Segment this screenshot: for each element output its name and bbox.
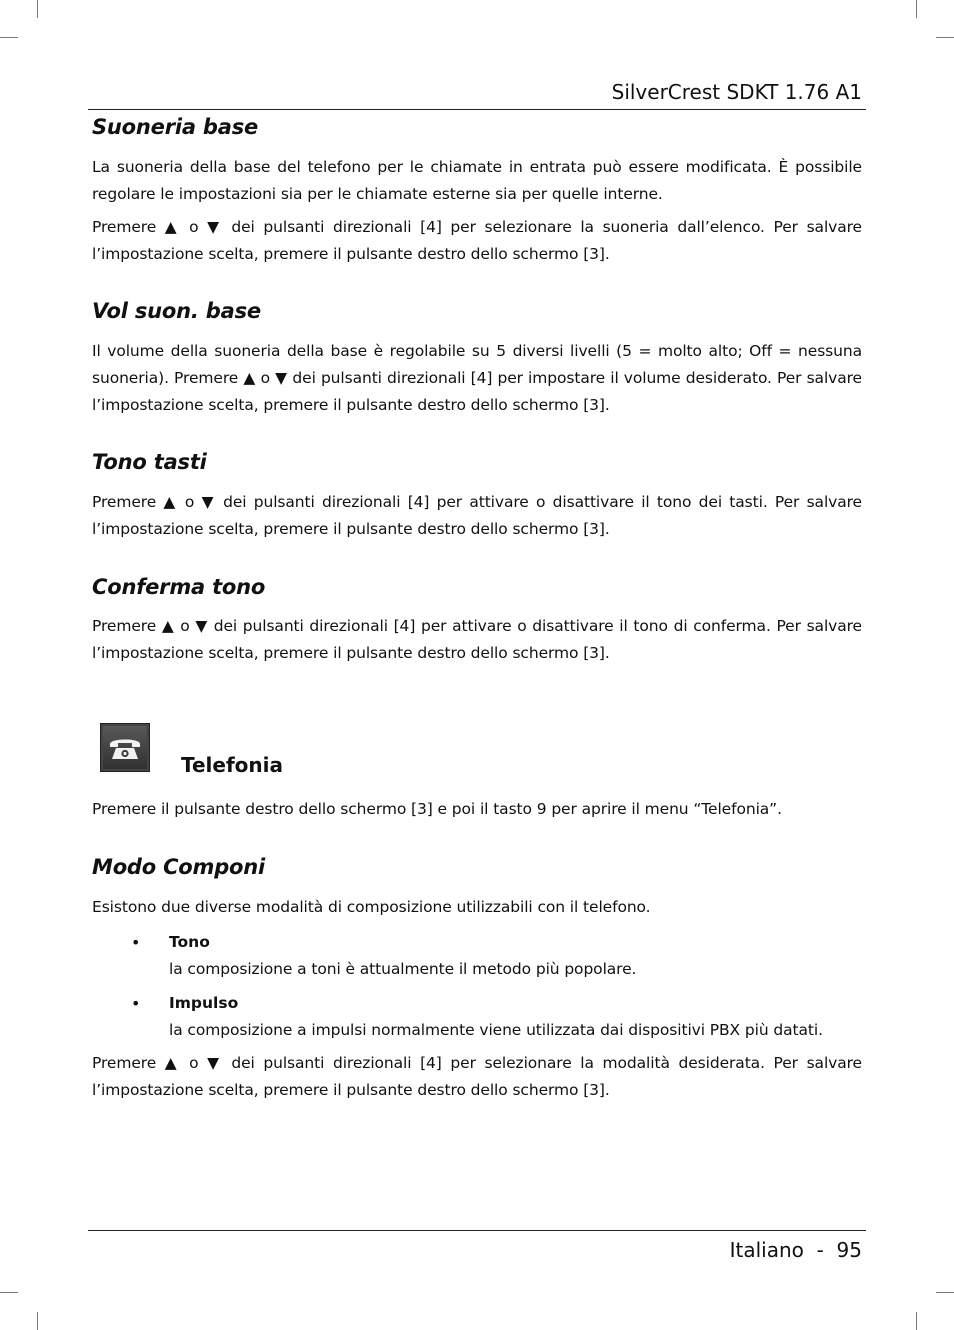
crop-mark <box>936 1292 954 1293</box>
paragraph: Esistono due diverse modalità di composizione utilizzabili con il telefono. <box>92 898 651 916</box>
header-rule <box>88 109 866 110</box>
bullet-title: Tono <box>169 933 210 951</box>
section-heading: Conferma tono <box>92 575 266 599</box>
bullet-text: la composizione a impulsi normalmente viene utilizzata dai dispositivi PBX più datati. <box>169 1021 823 1039</box>
paragraph: Premere il pulsante destro dello schermo [3] e poi il tasto 9 per aprire il menu “Telefonia”. <box>92 800 782 818</box>
bullet-title: Impulso <box>169 994 239 1012</box>
paragraph: La suoneria della base del telefono per le chiamate in entrata può essere modificata. È possibile regolare le impostazioni sia per le chiamate esterne sia per quelle interne. <box>92 158 862 203</box>
paragraph: Premere ▲ o ▼ dei pulsanti direzionali [4] per selezionare la suoneria dall’elenco. Per salvare l’impostazione scelta, premere il pulsante destro dello schermo [3]. <box>92 218 862 263</box>
footer-page-number: Italiano - 95 <box>729 1238 862 1262</box>
paragraph: Premere ▲ o ▼ dei pulsanti direzionali [4] per selezionare la modalità desiderata. Per salvare l’impostazione scelta, premere il pulsante destro dello schermo [3]. <box>92 1054 862 1099</box>
crop-mark <box>0 37 18 38</box>
section-heading: Modo Componi <box>92 855 266 879</box>
crop-mark <box>936 37 954 38</box>
paragraph: Il volume della suoneria della base è regolabile su 5 diversi livelli (5 = molto alto; Off = nessuna suoneria). Premere ▲ o ▼ dei pulsanti direzionali [4] per impostare il volume desiderato. Per salvare l’impostazione scelta, premere il pulsante destro dello schermo [3]. <box>92 342 862 414</box>
paragraph: Premere ▲ o ▼ dei pulsanti direzionali [4] per attivare o disattivare il tono di conferma. Per salvare l’impostazione scelta, premere il pulsante destro dello schermo [3]. <box>92 617 862 662</box>
crop-mark <box>37 0 38 18</box>
telefonia-title: Telefonia <box>181 753 284 777</box>
telephone-icon <box>107 735 143 761</box>
bullet-icon: • <box>131 933 141 952</box>
section-heading: Vol suon. base <box>92 299 261 323</box>
footer-rule <box>88 1230 866 1231</box>
crop-mark <box>0 1292 18 1293</box>
paragraph: Premere ▲ o ▼ dei pulsanti direzionali [4] per attivare o disattivare il tono dei tasti. Per salvare l’impostazione scelta, premere il pulsante destro dello schermo [3]. <box>92 493 862 538</box>
header-title: SilverCrest SDKT 1.76 A1 <box>611 80 862 104</box>
telephone-icon <box>100 723 150 772</box>
crop-mark <box>916 1312 917 1330</box>
bullet-text: la composizione a toni è attualmente il metodo più popolare. <box>169 960 637 978</box>
section-heading: Suoneria base <box>92 115 259 139</box>
bullet-icon: • <box>131 994 141 1013</box>
crop-mark <box>916 0 917 18</box>
section-heading: Tono tasti <box>92 450 207 474</box>
crop-mark <box>37 1312 38 1330</box>
